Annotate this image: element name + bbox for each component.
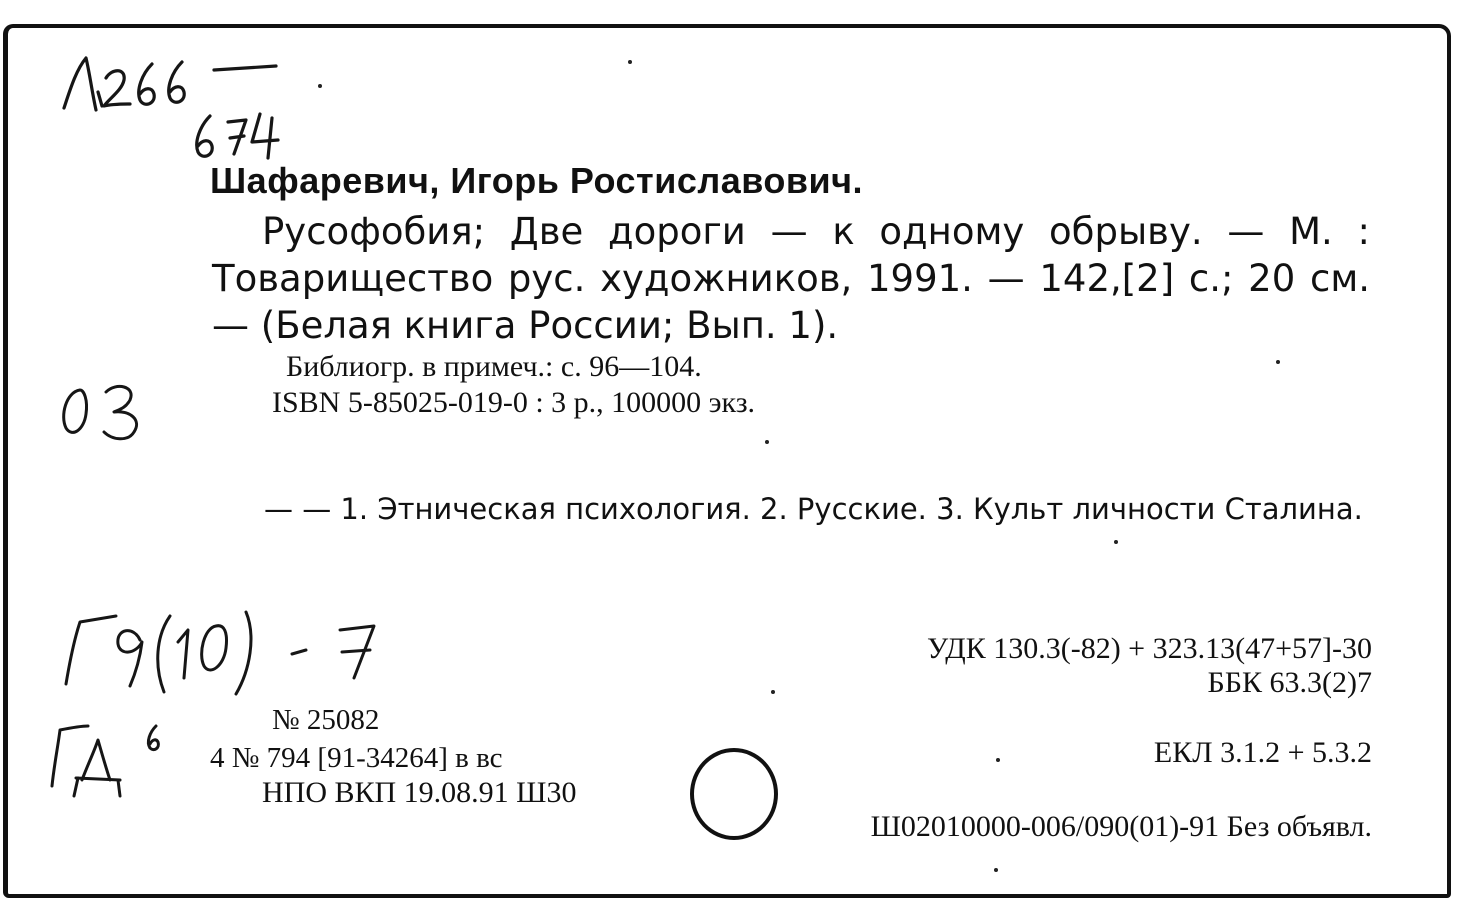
- speck: [994, 868, 998, 872]
- speck: [996, 758, 1000, 762]
- udk-code: УДК 130.3(-82) + 323.13(47+57]-30: [927, 632, 1372, 665]
- isbn-line: ISBN 5-85025-019-0 : 3 р., 100000 экз.: [272, 386, 756, 419]
- bbk-code: ББК 63.3(2)7: [1207, 666, 1372, 699]
- subjects-text: — — 1. Этническая психология. 2. Русские. 3. Культ личности Сталина.: [264, 492, 1363, 526]
- order-number: 4 № 794 [91-34264] в вс: [210, 742, 503, 774]
- description-text: Русофобия; Две дороги — к одному обрыву. — М. : Товарищество рус. художников, 1991. — 142,[2] с.; 20 см. — (Белая книга России; Вып. 1).: [212, 210, 1370, 347]
- subject-headings: [212, 490, 1370, 528]
- bottom-code-line: Ш02010000-006/090(01)-91 Без объявл.: [870, 810, 1372, 843]
- speck: [318, 84, 322, 88]
- title-description: [212, 208, 1370, 349]
- handwritten-mark-gd: [40, 716, 180, 816]
- speck: [628, 60, 632, 64]
- printer-line: НПО ВКП 19.08.91 Ш30: [262, 776, 577, 809]
- speck: [1276, 360, 1280, 364]
- card-number: № 25082: [272, 704, 380, 736]
- ekl-code: ЕКЛ 3.1.2 + 5.3.2: [1153, 736, 1372, 769]
- author-heading: Шафаревич, Игорь Ростиславович.: [210, 160, 864, 201]
- handwritten-mark-03: [50, 370, 160, 450]
- handwritten-classification: [40, 600, 400, 710]
- bibliography-note: Библиогр. в примеч.: с. 96—104.: [286, 350, 702, 383]
- speck: [1114, 540, 1118, 544]
- speck: [771, 690, 775, 694]
- handwritten-call-number: [40, 30, 340, 180]
- speck: [765, 440, 769, 444]
- punch-hole: [690, 748, 778, 840]
